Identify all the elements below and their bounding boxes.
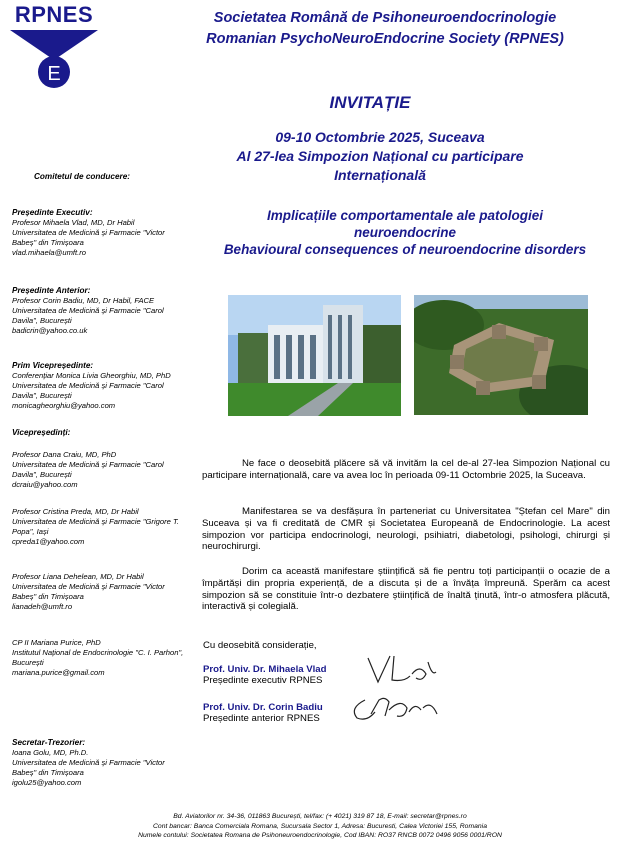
signer-name: Prof. Univ. Dr. Mihaela Vlad bbox=[203, 664, 327, 675]
secretary-treasurer bbox=[12, 738, 202, 788]
logo-emblem-icon bbox=[6, 2, 102, 94]
vice-president-3 bbox=[12, 572, 202, 612]
signature-badiu-icon bbox=[345, 690, 445, 726]
line: Babeș" din Timișoara bbox=[12, 592, 84, 601]
line: Universitatea de Medicină și Farmacie "Carol bbox=[12, 460, 164, 469]
line: Conferențiar Monica Livia Gheorghiu, MD, PhD bbox=[12, 371, 171, 380]
paragraph-1 bbox=[202, 458, 610, 482]
line: Profesor Dana Craiu, MD, PhD bbox=[12, 450, 117, 459]
theme-ro-2: neuroendocrine bbox=[353, 225, 456, 240]
signer-role: Președinte anterior RPNES bbox=[203, 713, 320, 724]
paragraph-text: Ne face o deosebită plăcere să vă invităm la cel de-al 27-lea Simpozion Național cu participare internațională, care va avea loc în perioada 09-11 Octombrie 2025, la Suceava. bbox=[202, 458, 610, 481]
event-line-2: Internațională bbox=[334, 167, 426, 183]
org-name-ro: Societatea Română de Psihoneuroendocrinologie bbox=[213, 10, 557, 26]
role-label: Președinte Anterior: bbox=[12, 286, 91, 295]
first-vice-president bbox=[12, 361, 202, 411]
footer bbox=[40, 812, 600, 841]
paragraph-2 bbox=[202, 506, 610, 553]
line: Universitatea de Medicină și Farmacie "Victor bbox=[12, 582, 165, 591]
line: Universitatea de Medicină și Farmacie "Grigore T. bbox=[12, 517, 180, 526]
line: Ioana Golu, MD, Ph.D. bbox=[12, 748, 89, 757]
line: Profesor Liana Dehelean, MD, Dr Habil bbox=[12, 572, 144, 581]
fortress-icon bbox=[414, 295, 588, 415]
vice-president-2 bbox=[12, 507, 202, 547]
theme bbox=[200, 207, 610, 258]
university-photo bbox=[228, 295, 401, 416]
page-title: INVITAȚIE bbox=[329, 93, 411, 112]
signature-1 bbox=[203, 664, 327, 686]
vice-president-4 bbox=[12, 638, 202, 678]
line: Institutul Național de Endocrinologie "C. I. Parhon", bbox=[12, 648, 184, 657]
exec-president bbox=[12, 208, 202, 258]
line: Universitatea de Medicină și Farmacie "Carol bbox=[12, 306, 164, 315]
committee-heading bbox=[34, 172, 224, 182]
line: Universitatea de Medicină și Farmacie "Carol bbox=[12, 381, 164, 390]
university-building-icon bbox=[228, 295, 401, 416]
event-date-place: 09-10 Octombrie 2025, Suceava bbox=[275, 129, 485, 145]
rpnes-logo bbox=[6, 2, 102, 94]
paragraph-text: Manifestarea se va desfășura în parteneriat cu Universitatea "Ștefan cel Mare" din Suceava și va fi creditată de CMR și Societatea Europeană de Endocrinologie. La acest simpozion vor participa endocrinologi, neurologi, psihiatri, diabetologi, psihologi, chirurgi și neurochirurgi. bbox=[202, 506, 610, 553]
theme-en: Behavioural consequences of neuroendocrine disorders bbox=[223, 242, 587, 257]
signer-role: Președinte executiv RPNES bbox=[203, 675, 323, 686]
email: lianadeh@umft.ro bbox=[12, 602, 73, 611]
line: Babeș" din Timișoara bbox=[12, 768, 84, 777]
line: Profesor Corin Badiu, MD, Dr Habil, FACE bbox=[12, 296, 155, 305]
role-label: Prim Vicepreședinte: bbox=[12, 361, 94, 370]
line: Profesor Cristina Preda, MD, Dr Habil bbox=[12, 507, 139, 516]
email: igolu25@yahoo.com bbox=[12, 778, 82, 787]
vice-president-1 bbox=[12, 450, 202, 490]
signer-name: Prof. Univ. Dr. Corin Badiu bbox=[203, 702, 323, 713]
email: dcraiu@yahoo.com bbox=[12, 480, 78, 489]
line: Davila", București bbox=[12, 470, 72, 479]
theme-ro-1: Implicațiile comportamentale ale patologiei bbox=[266, 208, 544, 223]
line: Universitatea de Medicină și Farmacie "Victor bbox=[12, 228, 165, 237]
line: Universitatea de Medicină și Farmacie "Victor bbox=[12, 758, 165, 767]
email: vlad.mihaela@umft.ro bbox=[12, 248, 86, 257]
signature-vlad-icon bbox=[360, 652, 440, 686]
signature-2 bbox=[203, 702, 323, 724]
line: Popa", Iași bbox=[12, 527, 49, 536]
logo-letter: E bbox=[47, 63, 61, 85]
footer-address: Bd. Aviatorilor nr. 34-36, 011863 București, tel/fax: (+ 4021) 319 87 18, E-mail: secretar@rpnes.ro bbox=[173, 813, 467, 820]
line: Profesor Mihaela Vlad, MD, Dr Habil bbox=[12, 218, 135, 227]
email: badicrin@yahoo.co.uk bbox=[12, 326, 88, 335]
line: Davila", București bbox=[12, 316, 72, 325]
email: cpreda1@yahoo.com bbox=[12, 537, 85, 546]
footer-iban: Numele contului: Societatea Romana de Psihoneuroendocrinologie, Cod IBAN: RO37 RNCB 0072 0496 9056 0001/RON bbox=[138, 832, 502, 839]
paragraph-3 bbox=[202, 566, 610, 613]
role-label: Secretar-Trezorier: bbox=[12, 738, 86, 747]
line: CP II Mariana Purice, PhD bbox=[12, 638, 101, 647]
fortress-photo bbox=[414, 295, 588, 415]
line: Babeș" din Timișoara bbox=[12, 238, 84, 247]
logo-text: RPNES bbox=[14, 2, 94, 27]
line: București bbox=[12, 658, 44, 667]
event-info bbox=[200, 128, 560, 185]
paragraph-text: Dorim ca această manifestare științifică să fie pentru toți participanții o ocazie de a împărtăși din propria experiență, de a discuta și de a învăța împreună. Sperăm ca acest simpozion să se constituie într-o dezbatere științifică de înaltă ținută, într-o atmosfera plăcută, interactivă și colegială. bbox=[202, 566, 610, 613]
role-label: Vicepreședinți: bbox=[12, 428, 71, 437]
email: mariana.purice@gmail.com bbox=[12, 668, 105, 677]
role-label: Președinte Executiv: bbox=[12, 208, 93, 217]
email: monicagheorghiu@yahoo.com bbox=[12, 401, 116, 410]
prev-president bbox=[12, 286, 202, 336]
org-name-en: Romanian PsychoNeuroEndocrine Society (RPNES) bbox=[206, 31, 564, 47]
vice-presidents-heading bbox=[12, 428, 202, 438]
committee-label: Comitetul de conducere: bbox=[34, 172, 130, 181]
event-line-1: Al 27-lea Simpozion Național cu participare bbox=[236, 148, 524, 164]
closing-line: Cu deosebită considerație, bbox=[203, 640, 317, 651]
footer-bank: Cont bancar: Banca Comerciala Romana, Sucursala Sector 1, Adresa: Bucuresti, Calea Victoriei 155, Romania bbox=[153, 822, 487, 830]
line: Davila", București bbox=[12, 391, 72, 400]
